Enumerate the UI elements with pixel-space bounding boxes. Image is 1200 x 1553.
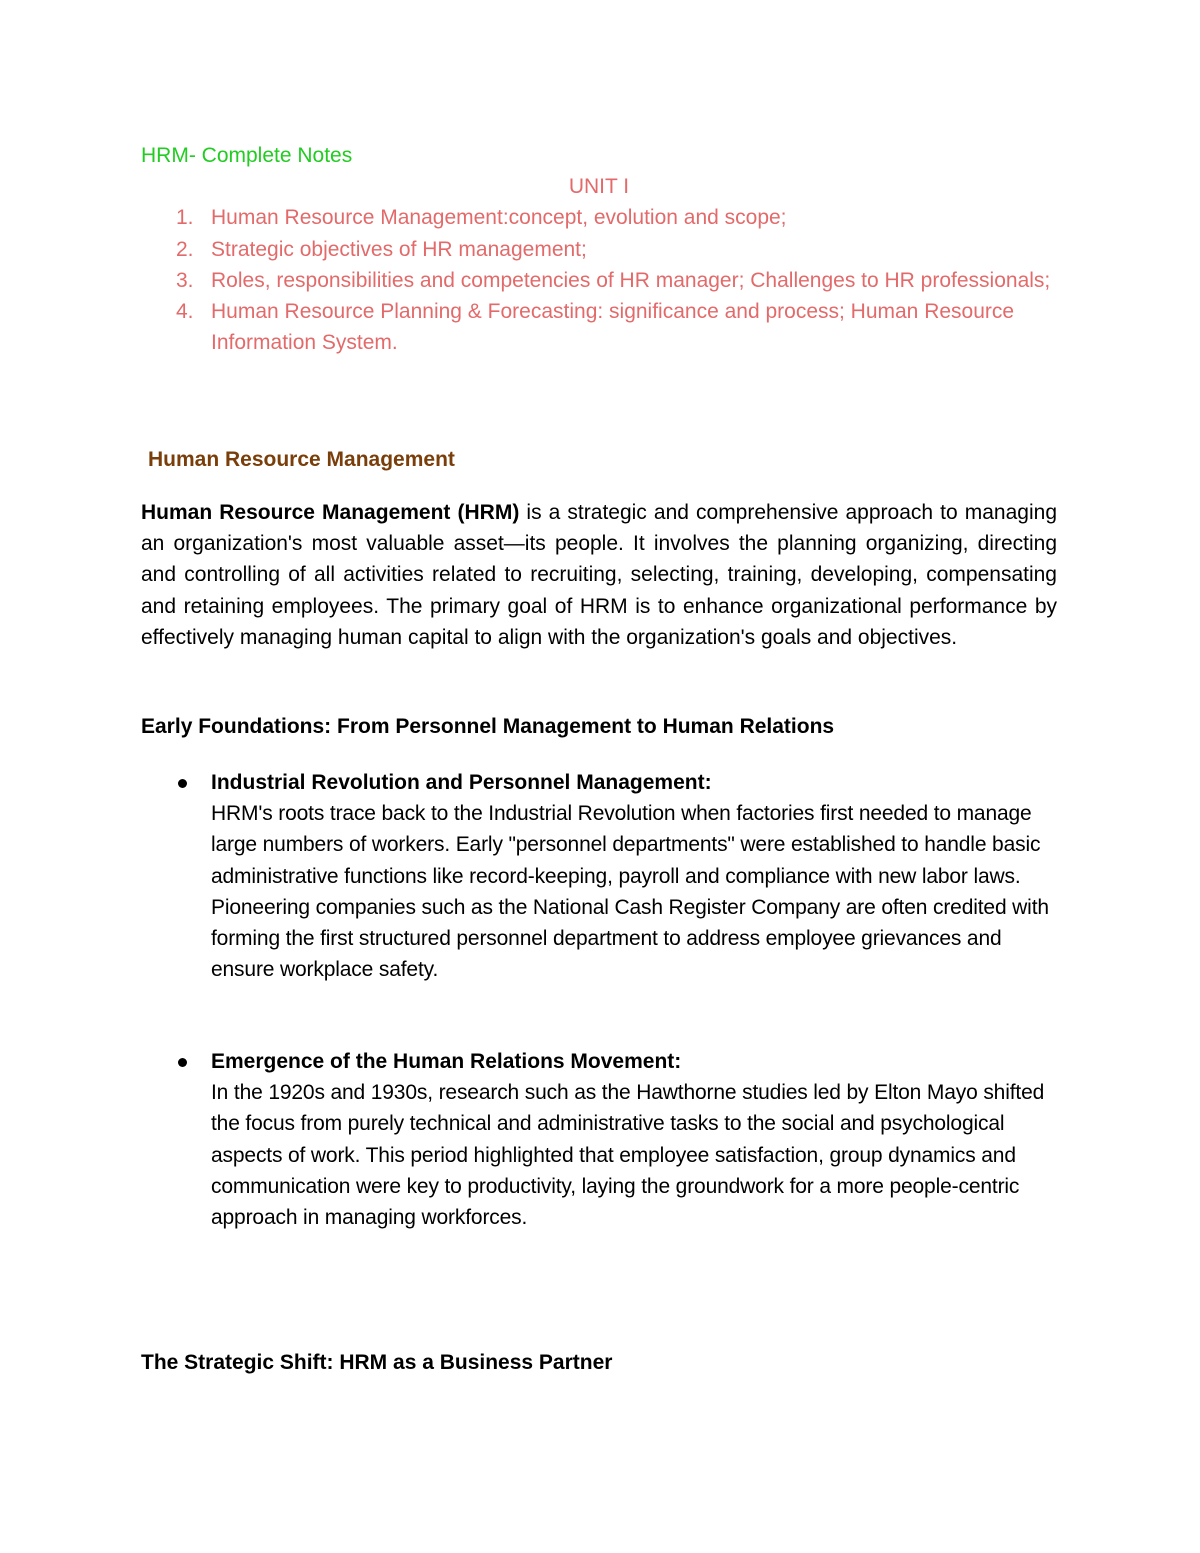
topic-item [176,296,1057,358]
topic-number: 2. [176,237,194,261]
document-page [141,140,1057,1374]
intro-paragraph [141,497,1057,653]
section-heading-hrm: Human Resource Management [148,448,455,471]
topic-text: Roles, responsibilities and competencies of HR manager; Challenges to HR professionals; [211,268,1051,292]
early-foundations-heading: Early Foundations: From Personnel Management to Human Relations [141,715,835,738]
topic-item [176,234,1057,265]
bullet-item [141,767,1057,985]
bullet-title: Industrial Revolution and Personnel Management: [211,771,712,794]
unit-heading: UNIT I [568,175,630,199]
document-title: HRM- Complete Notes [141,144,353,167]
bullet-dot-icon [178,1058,187,1067]
bullet-list-human-relations [141,1046,1057,1233]
topic-number: 3. [176,268,194,292]
topic-number: 1. [176,206,194,230]
intro-text: is a strategic and comprehensive approach to managing an organization's most valuable asset—its people. It involves the planning organizing, directing and controlling of all activities related to recruiting, selecting, training, developing, compensating and retaining employees. The primary goal of HRM is to enhance organizational performance by effectively managing human capital to align with the organization's goals and objectives. [141,501,1057,649]
topic-text: Human Resource Planning & Forecasting: significance and process; Human Resource Information System. [211,300,1015,355]
topic-item [176,202,1057,233]
bullet-item [141,1046,1057,1233]
intro-term: Human Resource Management (HRM) [141,501,520,524]
bullet-dot-icon [178,779,187,788]
bullet-list-industrial [141,767,1057,985]
topic-text: Strategic objectives of HR management; [211,237,587,261]
topics-list [141,202,1057,358]
bullet-body: HRM's roots trace back to the Industrial Revolution when factories first needed to manage large numbers of workers. Early "personnel departments" were established to handle basic administrative functions like record-keeping, payroll and compliance with new labor laws. Pioneering companies such as the National Cash Register Company are often credited with forming the first structured personnel department to address employee grievances and ensure workplace safety. [211,802,1049,982]
bullet-body: In the 1920s and 1930s, research such as the Hawthorne studies led by Elton Mayo shifted the focus from purely technical and administrative tasks to the social and psychological aspects of work. This period highlighted that employee satisfaction, group dynamics and communication were key to productivity, laying the groundwork for a more people-centric approach in managing workforces. [211,1081,1045,1230]
topic-text: Human Resource Management:concept, evolution and scope; [211,206,787,230]
bullet-title: Emergence of the Human Relations Movement: [211,1050,682,1073]
strategic-shift-heading: The Strategic Shift: HRM as a Business Partner [141,1351,613,1374]
topic-item [176,265,1057,296]
topic-number: 4. [176,300,194,324]
